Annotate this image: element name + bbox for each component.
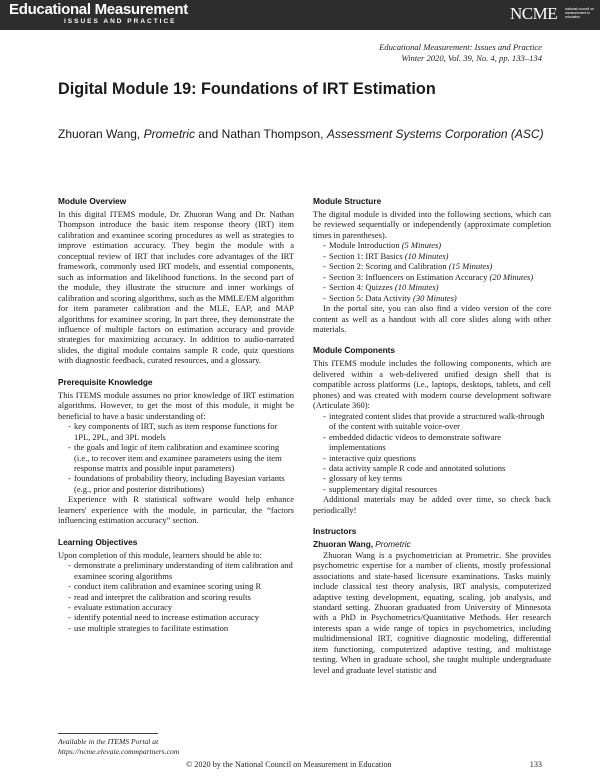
list-item: - embedded didactic videos to demonstrate software implementations <box>323 432 551 453</box>
section-time: (15 Minutes) <box>448 261 493 272</box>
module-structure-list <box>313 240 551 303</box>
list-item <box>323 272 551 282</box>
citation-volume: Winter 2020, Vol. 39, No. 4, pp. 133–134 <box>401 53 542 63</box>
list-item <box>323 261 551 271</box>
author-1-affiliation: Prometric <box>143 127 195 141</box>
learning-objectives-list <box>58 560 294 633</box>
author-1-name: Zhuoran Wang, <box>58 127 141 141</box>
instructor-byline <box>313 539 551 549</box>
article-title: Digital Module 19: Foundations of IRT Estimation <box>58 80 436 98</box>
citation <box>379 42 542 64</box>
list-item <box>323 251 551 261</box>
left-column <box>58 196 294 633</box>
section-time: (5 Minutes) <box>401 240 442 251</box>
footnote-url: https://ncme.elevate.commpartners.com <box>58 746 180 756</box>
citation-journal: Educational Measurement: Issues and Practice <box>379 42 542 52</box>
list-item: - glossary of key terms <box>323 473 551 483</box>
list-item: - integrated content slides that provide a structured walk-through of the content with suitable voice-over <box>323 411 551 432</box>
module-components-list <box>313 411 551 495</box>
instructor-name: Zhuoran Wang, <box>313 539 374 550</box>
instructor-affiliation: Prometric <box>375 539 411 550</box>
module-components-intro: This ITEMS module includes the following components, which are delivered within a web-delivered unified design shell that is compatible across platforms (i.e., laptops, desktops, tablets, and cell phones) and was created with modern course development software (Articulate 360): <box>313 358 551 411</box>
list-item <box>323 240 551 250</box>
list-item: - key components of IRT, such as item response functions for 1PL, 2PL, and 3PL models <box>68 421 294 442</box>
list-item <box>323 293 551 303</box>
page-number: 133 <box>529 760 542 769</box>
list-item: - read and interpret the calibration and scoring results <box>68 592 294 602</box>
prerequisite-heading: Prerequisite Knowledge <box>58 376 153 387</box>
ncme-logo <box>510 4 594 26</box>
module-structure-heading: Module Structure <box>313 196 382 206</box>
instructors-heading: Instructors <box>313 526 357 537</box>
list-item: - use multiple strategies to facilitate estimation <box>68 623 294 633</box>
list-item: - foundations of probability theory, including Bayesian variants (e.g., prior and posterior distributions) <box>68 473 294 494</box>
footnote <box>58 737 179 756</box>
section-time: (20 Minutes) <box>489 271 534 282</box>
footnote-text: Available in the ITEMS Portal at <box>58 737 159 746</box>
prerequisite-list <box>58 421 294 494</box>
section-name: Module Introduction <box>329 240 400 251</box>
module-structure-intro: The digital module is divided into the following sections, which can be reviewed sequentially or independently (approximate completion times in parentheses). <box>313 209 551 240</box>
module-overview-text: In this digital ITEMS module, Dr. Zhuoran Wang and Dr. Nathan Thompson introduce the basic item response theory (IRT) item calibration and examinee scoring procedures as well as strategies to improve estimation accuracy. They begin the module with a conceptual review of IRT that includes core advantages of the IRT framework, commonly used IRT models, and essential components, such as information and likelihood functions. In the second part of the module, they illustrate the structure and inner workings of calibration and scoring algorithms, such as the MMLE/EM algorithm for item parameter calibration and the MLE, EAP, and MAP algorithms for examinee scoring. In part three, they demonstrate the influence of multiple factors on estimation accuracy and provide strategies for maximizing accuracy. In addition to audio-narrated slides, the digital module contains sample R code, quiz questions with diagnostic feedback, curated resources, and a glossary. <box>58 209 294 366</box>
list-item: - supplementary digital resources <box>323 484 551 494</box>
list-item: - demonstrate a preliminary understanding of item calibration and examinee scoring algorithms <box>68 560 294 581</box>
list-item: - evaluate estimation accuracy <box>68 602 294 612</box>
learning-objectives-intro: Upon completion of this module, learners should be able to: <box>58 549 262 560</box>
list-item: - conduct item calibration and examinee scoring using R <box>68 581 294 591</box>
journal-banner <box>0 0 600 30</box>
authors <box>58 126 548 142</box>
module-components-heading: Module Components <box>313 345 396 356</box>
section-name: Section 4: Quizzes <box>329 282 393 293</box>
section-time: (10 Minutes) <box>394 282 439 293</box>
module-components-closing: Additional materials may be added over time, so check back periodically! <box>313 494 551 515</box>
module-structure-closing: In the portal site, you can also find a video version of the core content as well as a handout with all core slides along with other materials. <box>313 303 551 334</box>
module-overview-heading: Module Overview <box>58 196 127 206</box>
copyright: © 2020 by the National Council on Measurement in Education <box>186 760 392 769</box>
learning-objectives-heading: Learning Objectives <box>58 536 138 547</box>
section-name: Section 5: Data Activity <box>329 292 411 303</box>
prerequisite-intro: This ITEMS module assumes no prior knowledge of IRT estimation algorithms. However, to get the most of this module, it might be beneficial to have a basic understanding of: <box>58 389 294 421</box>
author-2-name: Nathan Thompson, <box>221 127 324 141</box>
list-item <box>323 282 551 292</box>
journal-title: Educational Measurement <box>9 1 188 18</box>
list-item: - data activity sample R code and annotated solutions <box>323 463 551 473</box>
instructor-bio: Zhuoran Wang is a psychometrician at Prometric. She provides psychometric expertise for a number of clients, mostly professional associations and state-based licensure examinations. Tasks mainly include classical test theory analysis, IRT analysis, computerized adaptive testing development, equating, scaling, job analysis, and standard setting. Zhuoran graduated from University of Minnesota with a PhD in Psychometrics/Quantitative Methods. Her research interests span a wide range of topics in psychometrics, including multidimensional IRT, cognitive diagnostic modeling, differential item functioning, computerized adaptive testing, and multistage testing. When in graduate school, she taught multiple undergraduate level and graduate level statistic and <box>313 549 551 675</box>
section-time: (30 Minutes) <box>413 292 457 303</box>
ncme-logo-text: NCME <box>510 4 558 23</box>
list-item: - identify potential need to increase estimation accuracy <box>68 612 294 622</box>
section-name: Section 3: Influencers on Estimation Accuracy <box>329 271 488 282</box>
section-name: Section 1: IRT Basics <box>329 250 403 261</box>
right-column <box>313 196 551 675</box>
list-item: - the goals and logic of item calibration and examinee scoring (i.e., to recover item and examinee parameters using the item response matrix and possible input parameters) <box>68 442 294 473</box>
prerequisite-closing: Experience with R statistical software would help enhance learners' experience with the module, in particular, the “factors influencing estimation accuracy” section. <box>58 494 294 526</box>
list-item: - interactive quiz questions <box>323 453 551 463</box>
journal-subtitle: ISSUES AND PRACTICE <box>64 18 177 25</box>
footnote-rule <box>58 733 158 734</box>
section-name: Section 2: Scoring and Calibration <box>329 261 447 272</box>
author-2-affiliation: Assessment Systems Corporation (ASC) <box>326 127 544 141</box>
ncme-logo-small-text: national council on measurement in education <box>565 7 594 19</box>
section-time: (10 Minutes) <box>404 250 449 261</box>
authors-conjunction: and <box>198 127 219 141</box>
